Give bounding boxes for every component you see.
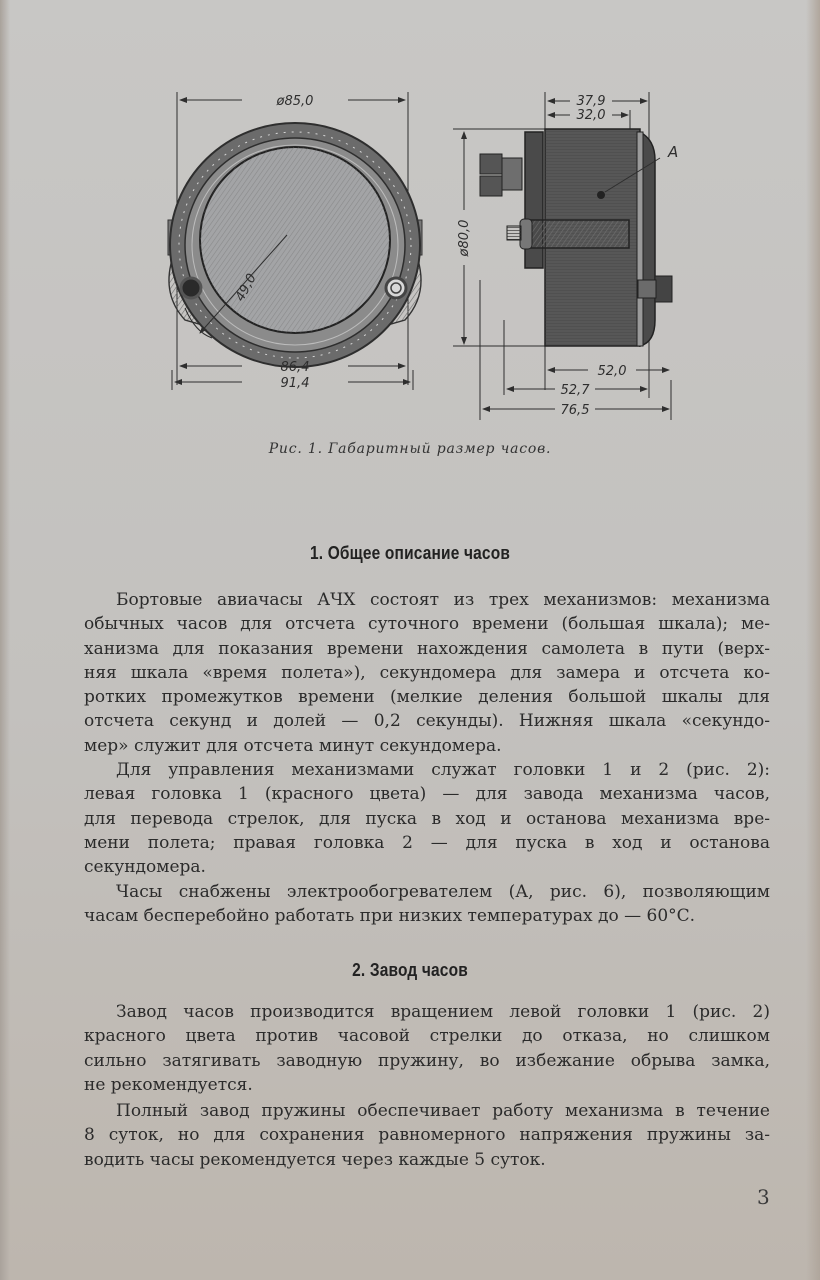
dim-outer-diameter: ø85,0 (276, 94, 314, 109)
dim-length-52-7: 52,7 (560, 383, 590, 398)
text-line: левая головка 1 (красного цвета) — для завода механизма часов, (84, 784, 770, 805)
dim-body-diameter: ø80,0 (457, 219, 472, 257)
dim-depth-32-0: 32,0 (576, 108, 606, 123)
paragraph-general-description (84, 588, 770, 758)
paragraph-winding (84, 1000, 770, 1097)
section-heading-winding: 2. Завод часов (352, 960, 468, 980)
paragraph-heater (84, 880, 770, 929)
paragraph-controls (84, 758, 770, 879)
section-heading-general-description: 1. Общее описание часов (309, 543, 511, 563)
text-line: Часы снабжены электрообогревателем (А, рис. 6), позволяющим (116, 882, 770, 902)
text-line: Завод часов производится вращением левой головки 1 (рис. 2) (116, 1002, 770, 1022)
dim-width-outer: 91,4 (280, 376, 310, 391)
text-line: секундомера. (84, 857, 206, 878)
paragraph-full-wind (84, 1099, 770, 1172)
figure-caption: Рис. 1. Габаритный размер часов. (268, 441, 552, 457)
text-line: мени полета; правая головка 2 — для пуска в ход и останова (84, 832, 770, 853)
text-line: Полный завод пружины обеспечивает работу механизма в течение (116, 1101, 770, 1121)
text-line: Для управления механизмами служат головки 1 и 2 (рис. 2): (116, 760, 770, 780)
page-edge-shadow-left (0, 0, 10, 1280)
text-line: мер» служит для отсчета минут секундомера. (84, 735, 502, 756)
text-line: не рекомендуется. (84, 1074, 253, 1095)
text-line: красного цвета против часовой стрелки до отказа, но слишком (84, 1026, 770, 1047)
front-view-drawing (168, 92, 422, 390)
page-edge-shadow-right (806, 0, 820, 1280)
label-a: А (668, 143, 679, 161)
text-line: Бортовые авиачасы АЧХ состоят из трех механизмов: механизма (116, 590, 770, 610)
dim-length-76-5: 76,5 (560, 403, 590, 418)
figure-dimension-drawing (150, 80, 710, 430)
dim-radius: 49,0 (232, 271, 260, 305)
text-line: ротких промежутков времени (мелкие деления большой шкалы для (84, 687, 770, 708)
dim-depth-37-9: 37,9 (576, 94, 606, 109)
text-line: няя шкала «время полета»), секундомера для замера и отсчета ко- (84, 662, 770, 683)
text-line: ханизма для показания времени нахождения самолета в пути (верх- (84, 638, 770, 659)
text-line: обычных часов для отсчета суточного времени (большая шкала); ме- (84, 614, 770, 635)
text-line: сильно затягивать заводную пружину, во избежание обрыва замка, (84, 1050, 770, 1071)
page-number: 3 (757, 1185, 770, 1209)
side-view-drawing (453, 92, 672, 420)
text-line: для перевода стрелок, для пуска в ход и останова механизма вре- (84, 808, 770, 829)
text-line: часам бесперебойно работать при низких температурах до — 60°С. (84, 906, 696, 927)
dim-length-52-0: 52,0 (597, 364, 627, 379)
text-line: водить часы рекомендуется через каждые 5 суток. (84, 1149, 546, 1170)
text-line: 8 суток, но для сохранения равномерного напряжения пружины за- (84, 1125, 770, 1146)
text-line: отсчета секунд и долей — 0,2 секунды). Нижняя шкала «секундо- (84, 711, 770, 732)
dim-width-inner: 86,4 (280, 360, 310, 375)
